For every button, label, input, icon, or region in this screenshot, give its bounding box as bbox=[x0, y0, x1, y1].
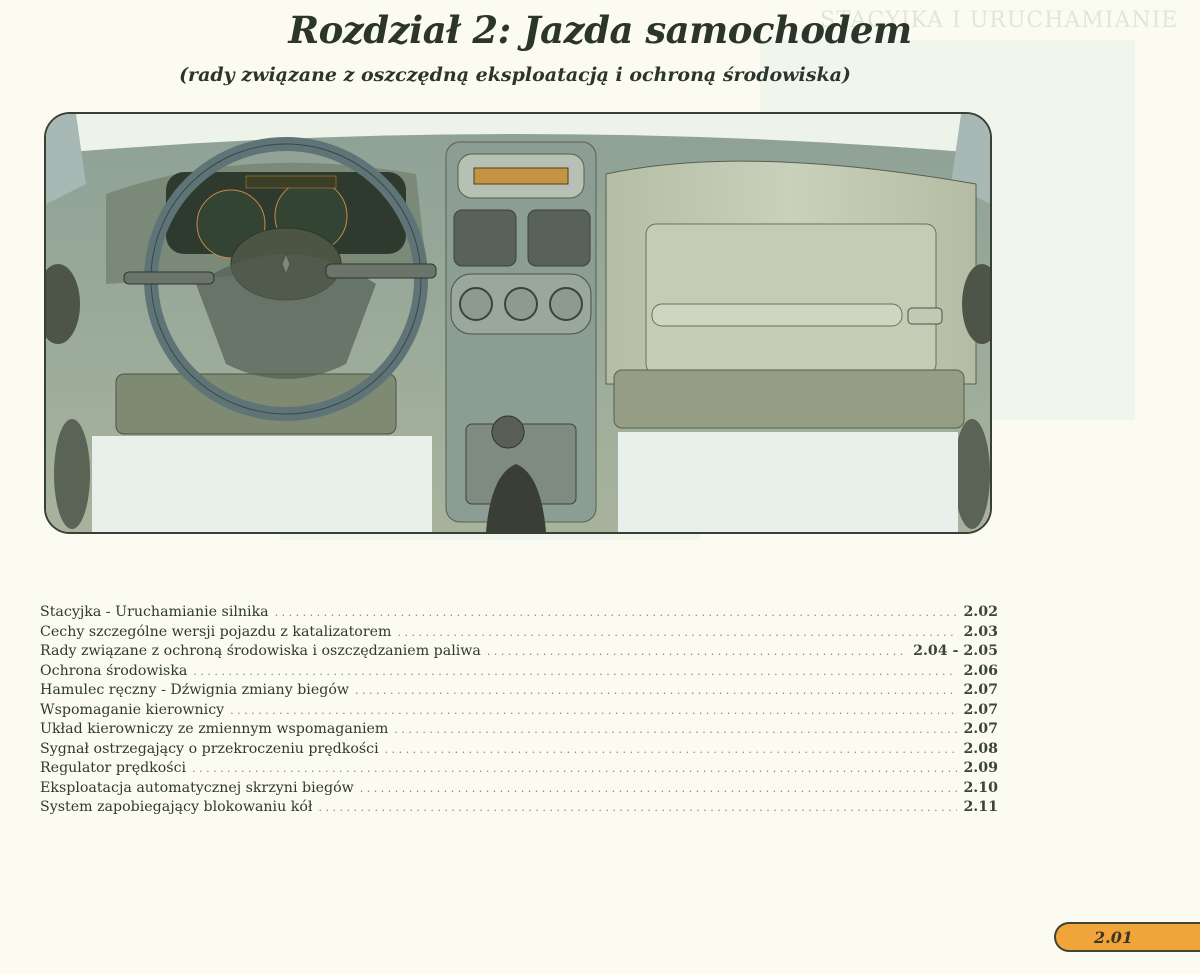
chapter-title: Rozdział 2: Jazda samochodem bbox=[288, 8, 912, 52]
toc-entry-page: 2.10 bbox=[963, 779, 998, 796]
toc-leader-dots bbox=[360, 779, 958, 799]
toc-entry[interactable] bbox=[40, 740, 998, 760]
toc-entry-label: Eksploatacja automatycznej skrzyni biegów bbox=[40, 779, 354, 796]
toc-leader-dots bbox=[192, 759, 957, 779]
toc-leader-dots bbox=[394, 720, 957, 740]
toc-entry-page: 2.03 bbox=[963, 623, 998, 640]
toc-entry-label: Rady związane z ochroną środowiska i oszczędzaniem paliwa bbox=[40, 643, 481, 659]
toc-leader-dots bbox=[355, 681, 957, 701]
toc-entry-page: 2.07 bbox=[963, 721, 998, 737]
toc-entry[interactable] bbox=[40, 603, 998, 623]
toc-entry-page: 2.09 bbox=[963, 760, 998, 776]
chapter-subtitle: (rady związane z oszczędną eksploatacją i ochroną środowiska) bbox=[179, 64, 851, 86]
toc-entry[interactable] bbox=[40, 720, 998, 740]
toc-entry[interactable] bbox=[40, 662, 998, 682]
toc-leader-dots bbox=[385, 740, 958, 760]
toc-entry[interactable] bbox=[40, 642, 998, 662]
toc-entry-page: 2.02 bbox=[963, 604, 998, 620]
toc-entry[interactable] bbox=[40, 779, 998, 799]
toc-entry[interactable] bbox=[40, 681, 998, 701]
toc-entry-label: System zapobiegający blokowaniu kół bbox=[40, 799, 313, 815]
toc-leader-dots bbox=[318, 798, 957, 818]
toc-entry-page: 2.07 bbox=[963, 701, 998, 718]
toc-entry-label: Wspomaganie kierownicy bbox=[40, 701, 225, 718]
toc-entry-page: 2.07 bbox=[963, 682, 998, 698]
toc-entry-label: Cechy szczególne wersji pojazdu z katalizatorem bbox=[40, 623, 392, 640]
toc-entry-label: Układ kierowniczy ze zmiennym wspomaganiem bbox=[40, 721, 389, 737]
dashboard-drawing bbox=[46, 114, 990, 532]
toc-entry-label: Sygnał ostrzegający o przekroczeniu prędkości bbox=[40, 740, 379, 757]
dashboard-illustration bbox=[44, 112, 992, 534]
table-of-contents bbox=[40, 603, 998, 818]
toc-entry-label: Hamulec ręczny - Dźwignia zmiany biegów bbox=[40, 682, 350, 698]
toc-entry-label: Regulator prędkości bbox=[40, 760, 187, 776]
toc-entry-page: 2.11 bbox=[963, 799, 998, 815]
page-number-badge bbox=[1054, 922, 1200, 952]
toc-entry-page: 2.04 - 2.05 bbox=[913, 643, 998, 659]
ghost-header: STACYJKA I URUCHAMIANIE bbox=[820, 8, 1179, 33]
toc-entry-page: 2.08 bbox=[963, 740, 998, 757]
toc-leader-dots bbox=[275, 603, 958, 623]
toc-leader-dots bbox=[487, 642, 907, 662]
toc-entry[interactable] bbox=[40, 623, 998, 643]
toc-entry-label: Ochrona środowiska bbox=[40, 662, 188, 679]
toc-entry[interactable] bbox=[40, 701, 998, 721]
toc-entry[interactable] bbox=[40, 759, 998, 779]
toc-entry-page: 2.06 bbox=[963, 662, 998, 679]
toc-leader-dots bbox=[397, 623, 957, 643]
page-number: 2.01 bbox=[1094, 928, 1133, 947]
toc-leader-dots bbox=[230, 701, 957, 721]
toc-entry[interactable] bbox=[40, 798, 998, 818]
toc-leader-dots bbox=[193, 662, 957, 682]
toc-entry-label: Stacyjka - Uruchamianie silnika bbox=[40, 604, 269, 620]
